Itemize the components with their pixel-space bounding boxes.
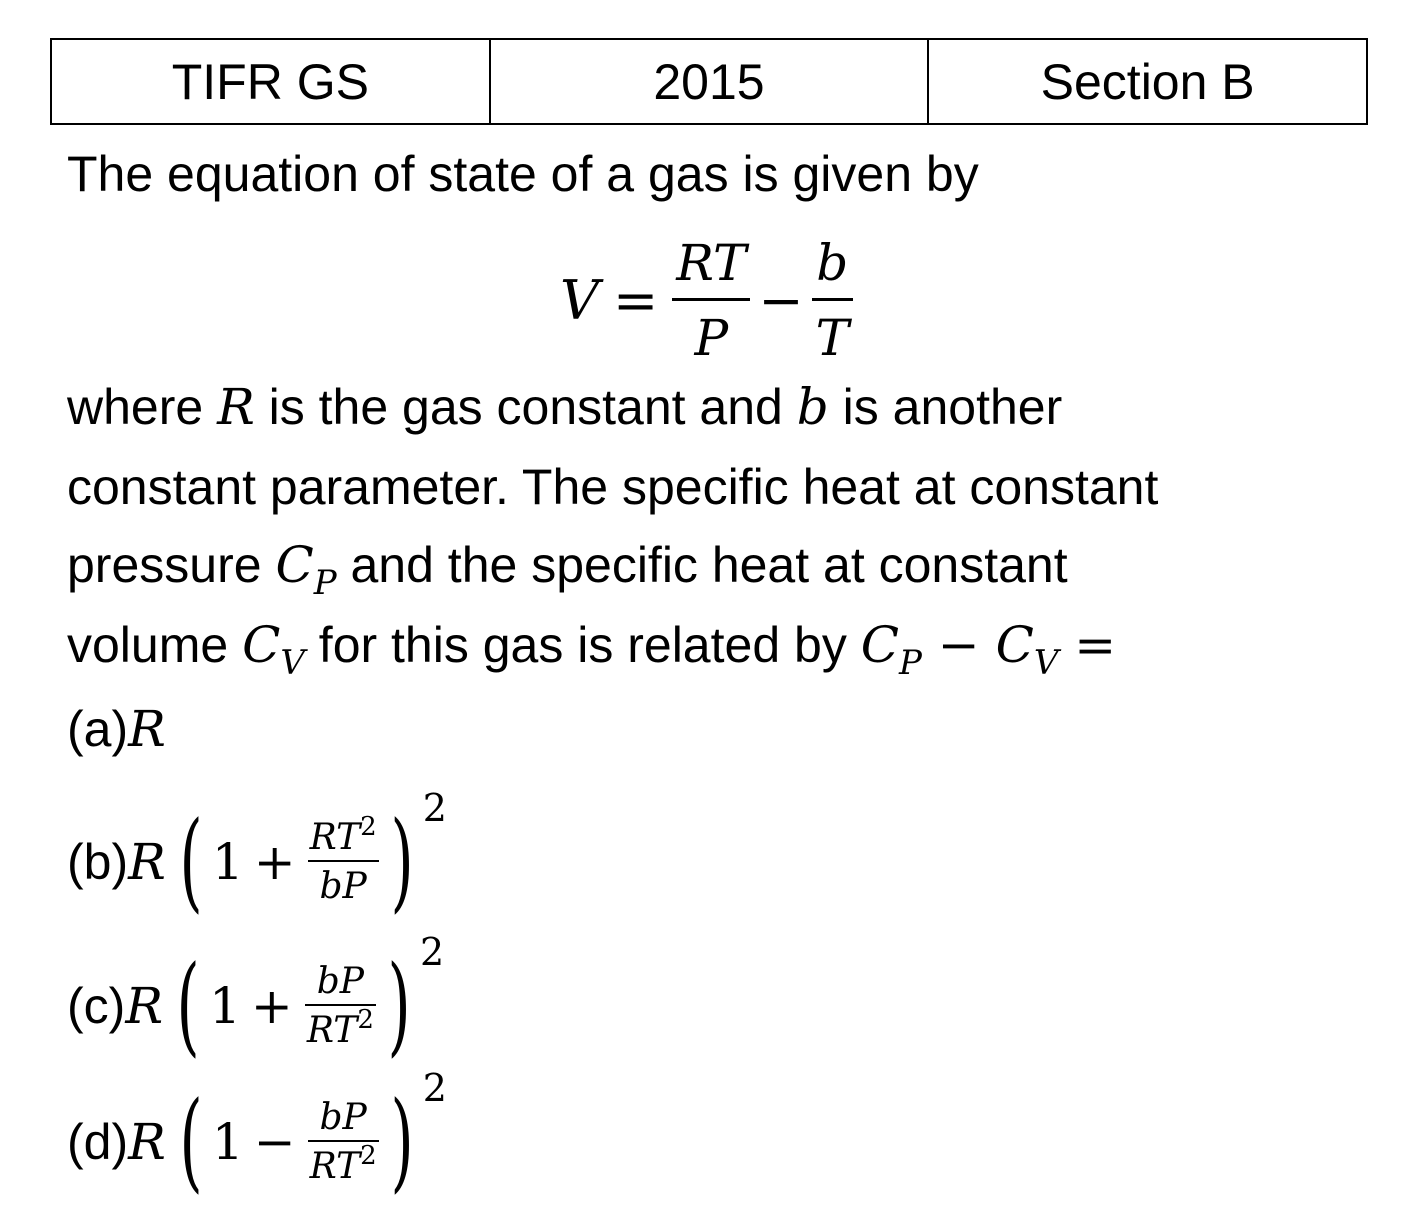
var-C: C <box>860 616 899 674</box>
header-section: Section B <box>928 39 1367 124</box>
var-b: b <box>796 378 829 436</box>
option-c[interactable] <box>67 930 445 1076</box>
subscript-P: P <box>313 563 337 603</box>
option-fraction <box>308 1097 379 1187</box>
eq-term1 <box>672 234 750 367</box>
text: is the gas constant and <box>254 379 797 435</box>
eq-term2-den: T <box>815 308 849 367</box>
eq-equals: = <box>613 268 659 332</box>
eq-term2 <box>812 234 853 367</box>
text: volume <box>67 617 243 673</box>
question-intro: The equation of state of a gas is given by <box>67 146 979 202</box>
option-label: (c) <box>67 978 126 1034</box>
eq-term2-num: b <box>812 234 853 301</box>
frac-den-sup: 2 <box>357 1005 374 1035</box>
header-exam: TIFR GS <box>51 39 490 124</box>
var-R: R <box>125 977 163 1035</box>
frac-num: RT <box>309 817 361 858</box>
text: and the specific heat at constant <box>336 537 1068 593</box>
subscript-P: P <box>898 643 922 683</box>
text: where <box>67 379 218 435</box>
option-b[interactable] <box>67 786 447 932</box>
eq-minus: − <box>758 268 804 332</box>
var-C: C <box>275 536 314 594</box>
question-line-5 <box>67 616 1117 683</box>
subscript-V: V <box>280 643 305 683</box>
var-R: R <box>128 833 166 891</box>
eq-lhs: V <box>560 268 599 332</box>
frac-den: bP <box>319 866 367 907</box>
frac-num: bP <box>316 961 364 1002</box>
text: for this gas is related by <box>304 617 861 673</box>
equals: = <box>1058 616 1117 674</box>
header-year: 2015 <box>490 39 929 124</box>
right-paren: ) <box>387 943 411 1068</box>
right-paren: ) <box>390 799 414 924</box>
equation-of-state <box>560 232 853 368</box>
option-fraction <box>305 961 376 1051</box>
var-C: C <box>242 616 281 674</box>
option-a[interactable] <box>67 700 166 758</box>
eq-term1-den: P <box>694 308 729 367</box>
frac-den: RT <box>309 1146 361 1187</box>
option-label: (a) <box>67 701 129 757</box>
operator: + <box>250 977 293 1035</box>
one: 1 <box>211 1113 244 1171</box>
minus: − <box>921 616 996 674</box>
var-C: C <box>995 616 1034 674</box>
frac-num-sup: 2 <box>360 812 377 842</box>
eq-term1-num: RT <box>672 234 750 301</box>
one: 1 <box>211 833 244 891</box>
power: 2 <box>420 930 445 974</box>
option-expr: R <box>128 700 166 758</box>
option-fraction <box>308 812 379 907</box>
header-table <box>50 38 1368 125</box>
question-line-4 <box>67 536 1068 603</box>
option-label: (b) <box>67 834 129 890</box>
left-paren: ( <box>179 799 203 924</box>
frac-num: bP <box>319 1097 367 1138</box>
question-line-2 <box>67 378 1063 436</box>
option-d[interactable] <box>67 1066 447 1212</box>
operator: − <box>253 1113 296 1171</box>
power: 2 <box>422 786 447 830</box>
text: pressure <box>67 537 276 593</box>
one: 1 <box>209 977 241 1035</box>
var-R: R <box>217 378 255 436</box>
power: 2 <box>422 1066 447 1110</box>
operator: + <box>253 833 296 891</box>
frac-den-sup: 2 <box>360 1141 377 1171</box>
left-paren: ( <box>179 1079 203 1204</box>
right-paren: ) <box>390 1079 414 1204</box>
var-R: R <box>128 1113 166 1171</box>
question-line-3: constant parameter. The specific heat at constant <box>67 459 1159 515</box>
frac-den: RT <box>306 1010 358 1051</box>
option-label: (d) <box>67 1114 129 1170</box>
text: is another <box>828 379 1063 435</box>
left-paren: ( <box>176 943 200 1068</box>
subscript-V: V <box>1033 643 1059 683</box>
